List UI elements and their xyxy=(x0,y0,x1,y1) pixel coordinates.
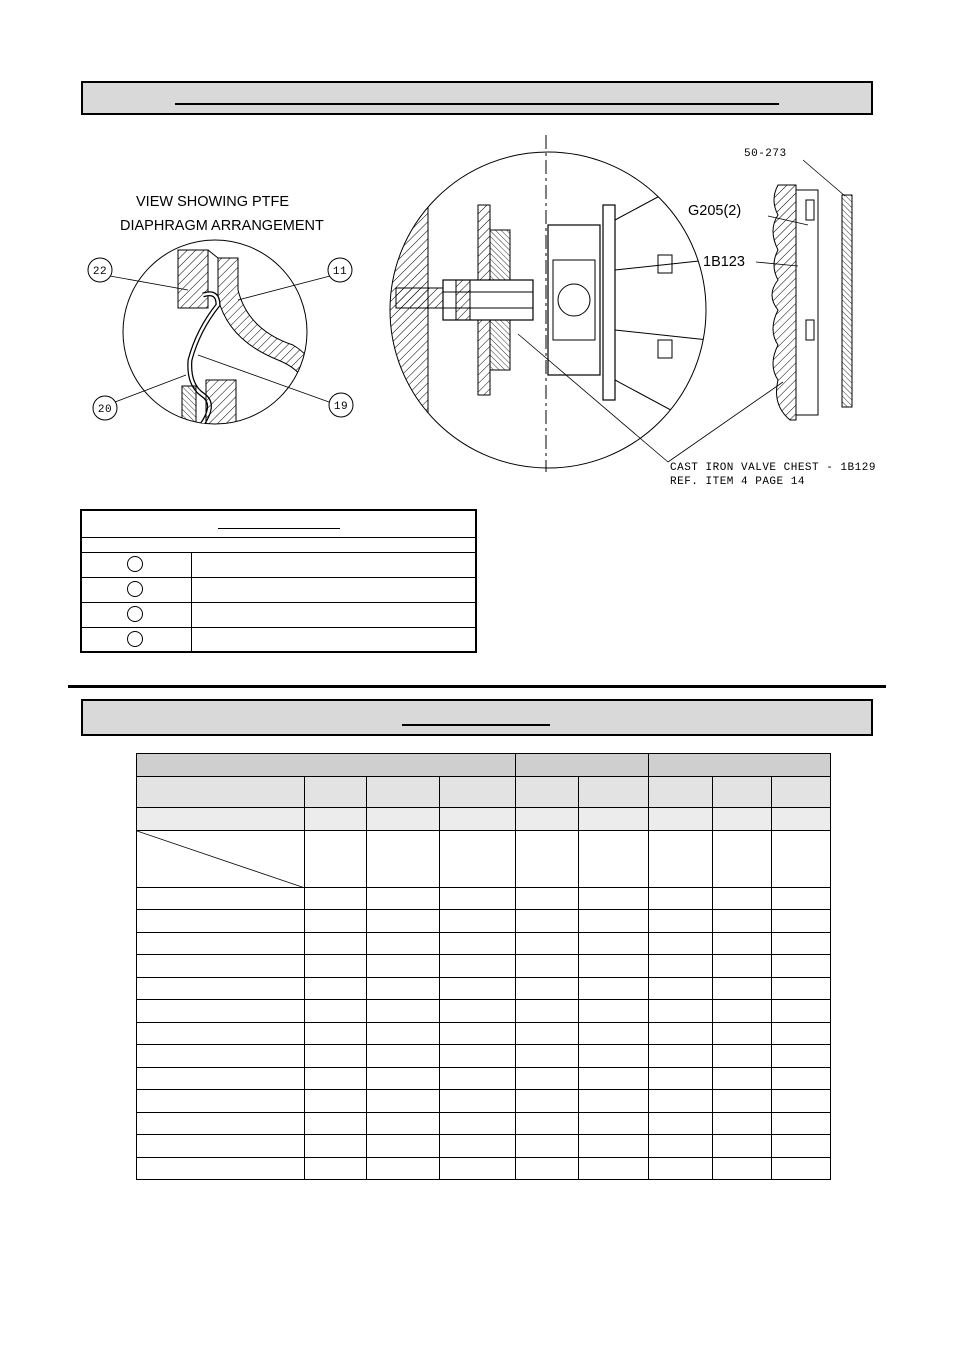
callout-20: 20 xyxy=(97,404,113,416)
section-header-top xyxy=(81,81,873,115)
table-row xyxy=(137,808,831,831)
table-row xyxy=(137,1045,831,1068)
table-row xyxy=(137,1113,831,1135)
legend-row xyxy=(82,602,475,627)
table-row xyxy=(137,754,831,777)
legend-row xyxy=(82,627,475,652)
legend-symbol-circle xyxy=(127,556,143,572)
callout-22: 22 xyxy=(92,266,108,278)
table-row xyxy=(137,777,831,808)
table-row xyxy=(137,978,831,1000)
section-header-top-rule xyxy=(175,103,779,105)
table-row xyxy=(137,1090,831,1113)
specifications-table xyxy=(136,753,831,1180)
diagonal-split-line xyxy=(137,831,305,888)
valve-section-view xyxy=(388,135,708,472)
table-group-header xyxy=(516,754,649,777)
table-row xyxy=(137,831,831,888)
view-caption-line2: DIAPHRAGM ARRANGEMENT xyxy=(120,218,324,234)
legend-title-rule xyxy=(218,528,340,529)
table-row xyxy=(137,888,831,910)
section-divider xyxy=(68,685,886,688)
ptfe-diaphragm-detail-view xyxy=(88,194,353,436)
table-row xyxy=(137,955,831,978)
table-group-header xyxy=(649,754,831,777)
legend-row xyxy=(82,577,475,602)
label-1b123: 1B123 xyxy=(703,254,745,270)
legend-symbol-circle xyxy=(127,631,143,647)
technical-drawing xyxy=(78,130,878,500)
callout-11: 11 xyxy=(332,266,348,278)
section-header-specs xyxy=(81,699,873,736)
table-row xyxy=(137,910,831,933)
table-row xyxy=(137,933,831,955)
table-group-header xyxy=(137,754,516,777)
label-g205: G205(2) xyxy=(688,203,742,219)
table-row xyxy=(137,1158,831,1180)
table-row xyxy=(137,1068,831,1090)
legend-table xyxy=(80,509,477,653)
view-caption-line1: VIEW SHOWING PTFE xyxy=(136,194,290,210)
label-valve-chest-line2: REF. ITEM 4 PAGE 14 xyxy=(670,476,805,488)
legend-symbol-circle xyxy=(127,581,143,597)
legend-title-row xyxy=(82,511,475,538)
callout-19: 19 xyxy=(333,401,349,413)
legend-row xyxy=(82,552,475,577)
table-corner-cell xyxy=(137,831,305,888)
label-valve-chest-line1: CAST IRON VALVE CHEST - 1B129 xyxy=(670,462,876,474)
table-row xyxy=(137,1023,831,1045)
section-header-specs-rule xyxy=(402,724,550,726)
table-row xyxy=(137,1135,831,1158)
table-row xyxy=(137,1000,831,1023)
label-50-273: 50-273 xyxy=(744,148,787,160)
legend-symbol-circle xyxy=(127,606,143,622)
